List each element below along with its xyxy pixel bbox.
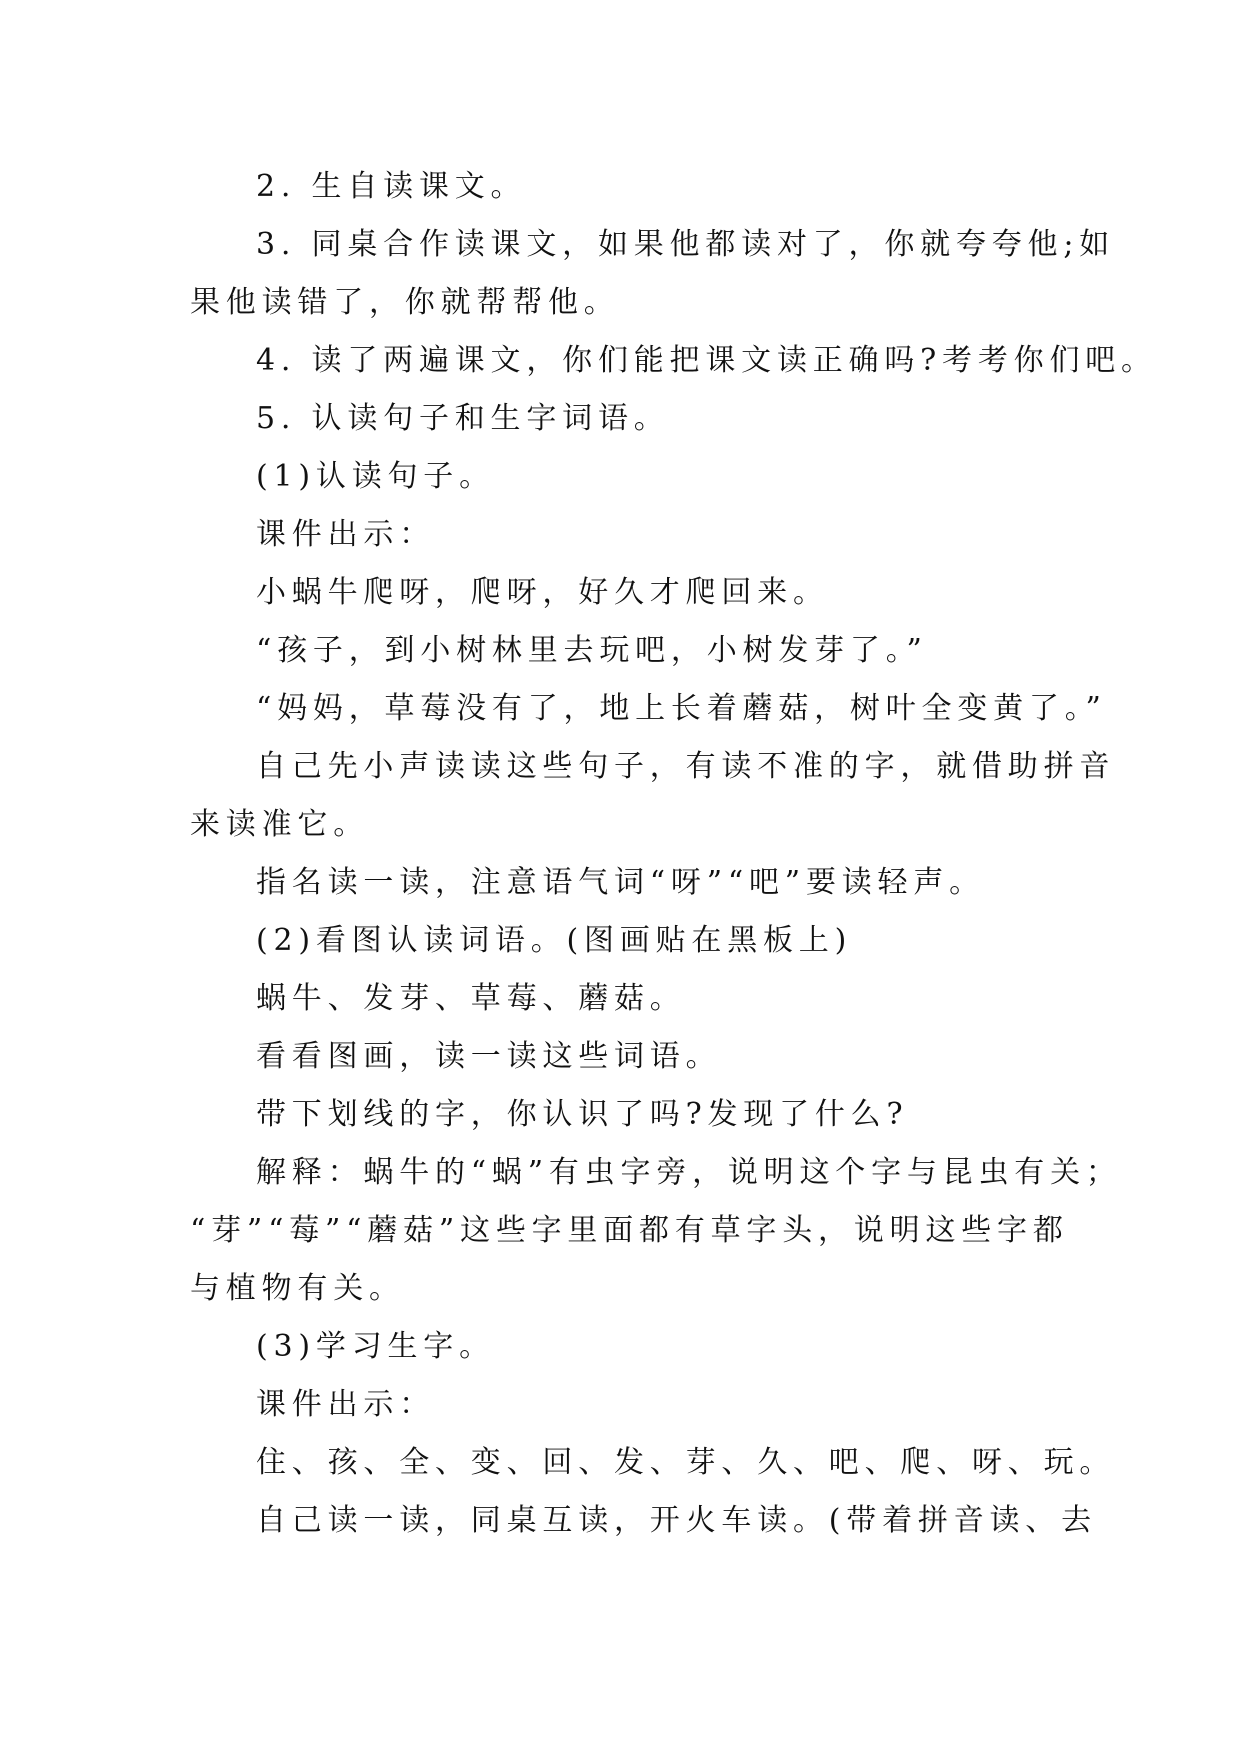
- text-line: 解释：蜗牛的“蜗”有虫字旁，说明这个字与昆虫有关；: [256, 1155, 1122, 1190]
- text-line: (3)学习生字。: [256, 1329, 495, 1364]
- text-line: “孩子，到小树林里去玩吧，小树发芽了。”: [256, 633, 928, 668]
- document-body: [190, 158, 1157, 1550]
- text-line: 果他读错了，你就帮帮他。: [190, 285, 620, 320]
- text-line: “芽”“莓”“蘑菇”这些字里面都有草字头，说明这些字都: [190, 1213, 1069, 1248]
- text-line: (2)看图认读词语。(图画贴在黑板上): [256, 923, 853, 958]
- text-line: 看看图画，读一读这些词语。: [256, 1039, 722, 1074]
- text-line: “妈妈，草莓没有了，地上长着蘑菇，树叶全变黄了。”: [256, 691, 1107, 726]
- text-line: 来读准它。: [190, 807, 369, 842]
- text-line: 住、孩、全、变、回、发、芽、久、吧、爬、呀、玩。: [256, 1445, 1116, 1480]
- text-line: 带下划线的字，你认识了吗?发现了什么?: [256, 1097, 909, 1132]
- text-line: 自己读一读，同桌互读，开火车读。(带着拼音读、去: [256, 1503, 1097, 1538]
- text-line: 与植物有关。: [190, 1271, 405, 1306]
- text-line: 2. 生自读课文。: [256, 169, 527, 204]
- text-line: 课件出示：: [256, 1387, 435, 1422]
- text-line: 蜗牛、发芽、草莓、蘑菇。: [256, 981, 686, 1016]
- text-line: 5. 认读句子和生字词语。: [256, 401, 670, 436]
- text-line: (1)认读句子。: [256, 459, 495, 494]
- text-line: 自己先小声读读这些句子，有读不准的字，就借助拼音: [256, 749, 1116, 784]
- text-line: 4. 读了两遍课文，你们能把课文读正确吗?考考你们吧。: [256, 343, 1157, 378]
- text-line: 指名读一读，注意语气词“呀”“吧”要读轻声。: [256, 865, 985, 900]
- text-line: 课件出示：: [256, 517, 435, 552]
- text-line: 3. 同桌合作读课文，如果他都读对了，你就夸夸他;如: [256, 227, 1116, 262]
- text-line: 小蜗牛爬呀，爬呀，好久才爬回来。: [256, 575, 829, 610]
